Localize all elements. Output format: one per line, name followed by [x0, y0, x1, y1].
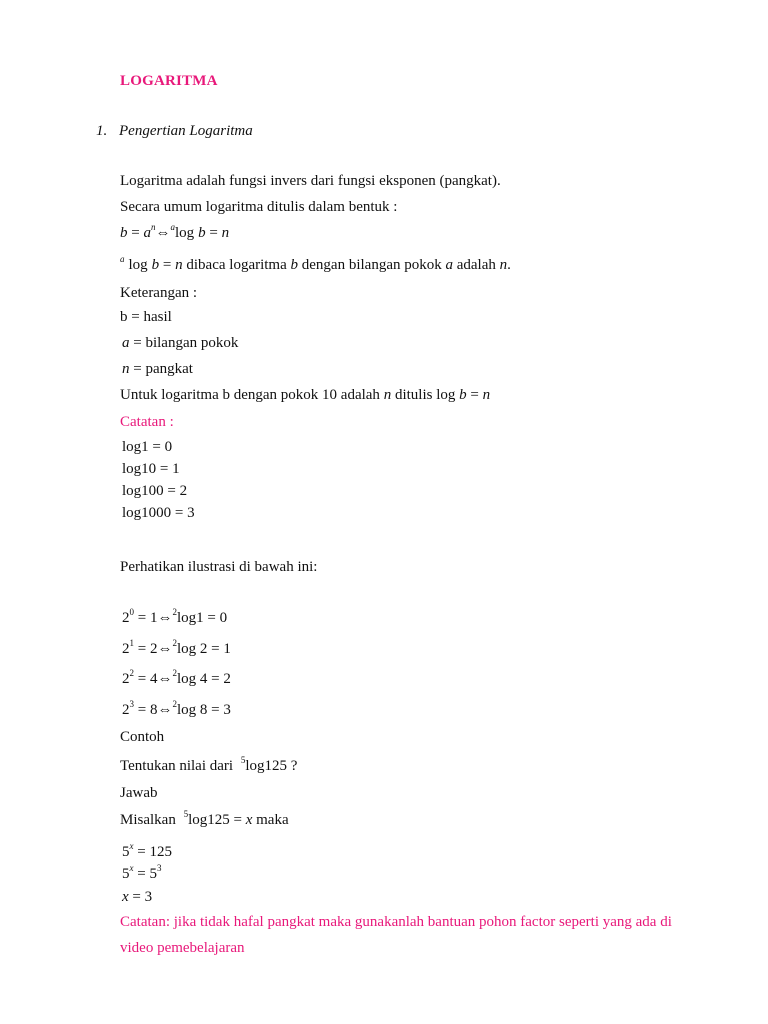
section-number: 1. [96, 123, 108, 139]
catatan-item: log100 = 2 [122, 483, 188, 499]
keterangan-a: a = bilangan pokok [122, 335, 239, 351]
solution-step-3: x = 3 [122, 889, 153, 905]
illustration-row: $2^0$ = 1⇔$^2$log1 = 0 [122, 607, 228, 626]
intro-line-1: Logaritma adalah fungsi invers dari fungsi eksponen (pangkat). [120, 173, 501, 189]
keterangan-heading: Keterangan : [120, 285, 198, 301]
page-title: LOGARITMA [120, 73, 218, 89]
illustration-row: $2^1$ = 2⇔$^2$log 2 = 1 [122, 638, 231, 657]
perhatikan-line: Perhatikan ilustrasi di bawah ini: [120, 559, 318, 575]
catatan-item: log1 = 0 [122, 439, 173, 455]
catatan-label: Catatan : [120, 414, 174, 430]
section-heading [96, 122, 253, 140]
keterangan-b: b = hasil [120, 309, 172, 325]
catatan-note-line-1: Catatan: jika tidak hafal pangkat maka gunakanlah bantuan pohon factor seperti yang ada di [120, 914, 672, 930]
misalkan-line: Misalkan $^5$log125 = x maka [120, 809, 289, 828]
catatan-item: log10 = 1 [122, 461, 180, 477]
contoh-question: Tentukan nilai dari $^5$log125 ? [120, 755, 298, 774]
base10-line: Untuk logaritma b dengan pokok 10 adalah n ditulis log b = n [120, 387, 491, 403]
catatan-item: log1000 = 3 [122, 505, 195, 521]
intro-line-2: Secara umum logaritma ditulis dalam bentuk : [120, 199, 398, 215]
illustration-row: $2^3$ = 8⇔$^2$log 8 = 3 [122, 699, 231, 718]
solution-step-1: $5^x = 125$ [122, 841, 172, 860]
catatan-note-line-2: video pemebelajaran [120, 940, 245, 956]
section-title: Pengertian Logaritma [119, 123, 253, 139]
keterangan-n: n = pangkat [122, 361, 193, 377]
general-form-formula: $b = a^n\Leftrightarrow^a\log$ b = n [120, 222, 230, 241]
illustration-row: $2^2$ = 4⇔$^2$log 4 = 2 [122, 668, 231, 687]
read-formula-line: $^a$ log b = n dibaca logaritma b dengan bilangan pokok a adalah n. [120, 254, 511, 273]
jawab-label: Jawab [120, 785, 158, 801]
solution-step-2: $5^x = 5^3$ [122, 863, 162, 882]
contoh-label: Contoh [120, 729, 165, 745]
